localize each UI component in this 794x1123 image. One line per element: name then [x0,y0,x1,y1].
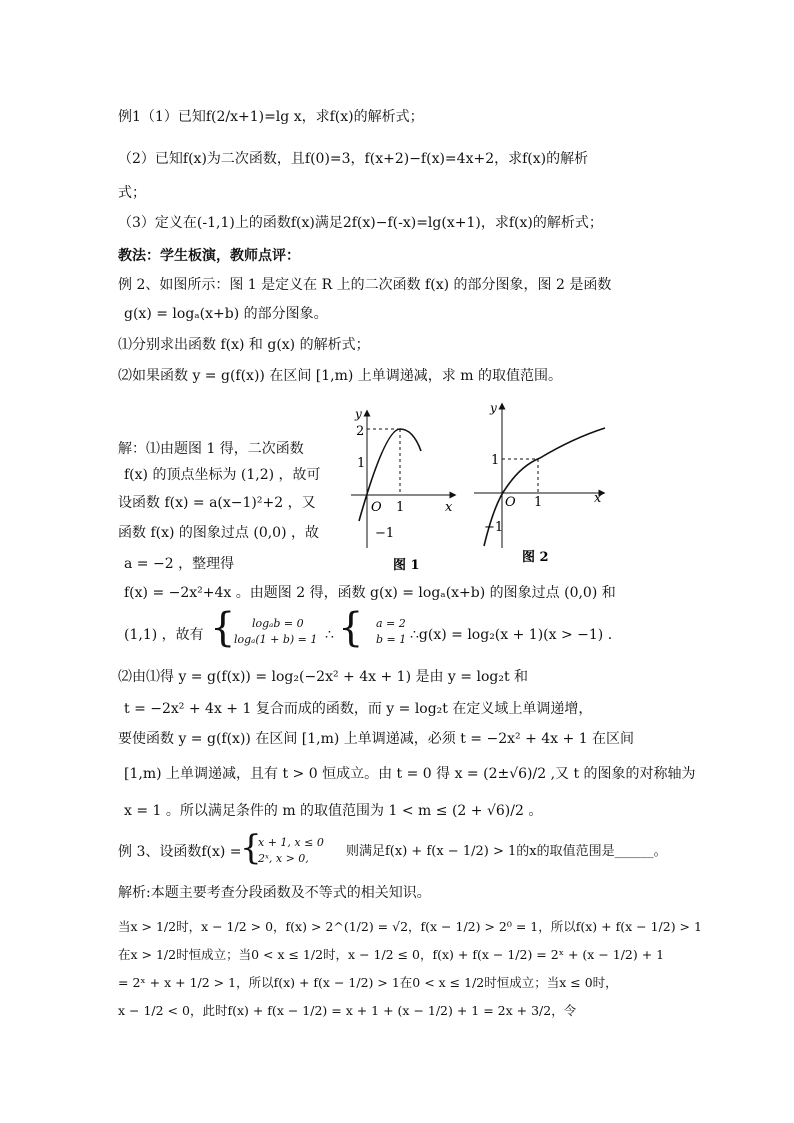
fig1-tick-yneg: −1 [375,526,395,541]
piecewise-case2: 2ˣ, x > 0, [258,852,309,865]
sol-line3: 设函数 f(x) = a(x−1)²+2 ，又 [118,495,316,511]
sol-line5: a = −2 ，整理得 [124,556,235,572]
system1-eq1: logₐb = 0 [252,617,304,630]
ex2-question1: ⑴分别求出函数 f(x) 和 g(x) 的解析式； [118,337,370,353]
fig1-parabola [359,429,421,521]
fig2-tick-x1: 1 [534,495,543,510]
sol-line8: ⑵由⑴得 y = g(f(x)) = log₂(−2x² + 4x + 1) 是由 y = log₂t 和 [118,669,529,685]
sol-line7-start: (1,1) ，故有 [124,627,204,643]
system-brace-2: { [338,605,364,651]
analysis-intro: 解析:本题主要考查分段函数及不等式的相关知识。 [118,885,431,901]
ex2-stem-cont: g(x) = logₐ(x+b) 的部分图象。 [124,306,328,322]
fig2-x-label: x [594,491,602,506]
fig1-tick-x1: 1 [396,500,405,515]
sol-line11: [1,m) 上单调递减，且有 t > 0 恒成立。由 t = 0 得 x = (2±√6)/2 ,又 t 的图象的对称轴为 [124,766,696,782]
ex3-stem-end: 则满足f(x) + f(x − 1/2) > 1的x的取值范围是______。 [346,844,667,859]
analysis-line4: x − 1/2 < 0，此时f(x) + f(x − 1/2) = x + 1 + (x − 1/2) + 1 = 2x + 3/2，令 [118,1003,577,1018]
sol-line4: 函数 f(x) 的图象过点 (0,0) ，故 [118,525,319,541]
piecewise-brace: { [240,828,262,868]
sol-line7-end: ∴g(x) = log₂(x + 1)(x > −1) . [410,627,613,643]
ex1-part2: （2）已知f(x)为二次函数，且f(0)=3，f(x+2)−f(x)=4x+2，求f(x)的解析 [118,151,589,167]
fig1-tick-y2: 2 [356,424,365,439]
therefore-symbol: ∴ [325,627,334,643]
analysis-line3: = 2ˣ + x + 1/2 > 1，所以f(x) + f(x − 1/2) > 1在0 < x ≤ 1/2时恒成立；当x ≤ 0时， [118,975,618,990]
fig1-origin: O [371,500,382,515]
sol-line10: 要使函数 y = g(f(x)) 在区间 [1,m) 上单调递减，必须 t = −2x² + 4x + 1 在区间 [118,731,635,747]
sol-line1: 解：⑴由题图 1 得，二次函数 [118,441,304,457]
fig1-tick-y1: 1 [357,456,366,471]
fig1-caption: 图 1 [393,558,420,573]
fig1-y-label: y [355,407,362,421]
fig2-tick-yneg: −1 [484,520,504,535]
fig2-caption: 图 2 [522,550,549,565]
system-brace-1: { [210,605,236,651]
fig2-tick-y1: 1 [491,453,500,468]
teaching-method: 教法：学生板演，教师点评： [118,248,300,264]
system1-eq2: logₐ(1 + b) = 1 [234,633,318,646]
piecewise-case1: x + 1, x ≤ 0 [258,836,324,849]
ex1-part3: （3）定义在(-1,1)上的函数f(x)满足2f(x)−f(-x)=lg(x+1)，求f(x)的解析式； [118,215,603,231]
fig2-origin: O [505,495,516,510]
figure-2 [470,398,615,573]
sol-line12: x = 1 。所以满足条件的 m 的取值范围为 1 < m ≤ (2 + √6)/2 。 [124,803,543,819]
system2-eq1: a = 2 [376,617,406,630]
sol-line2: f(x) 的顶点坐标为 (1,2) ，故可 [124,467,321,483]
ex2-stem: 例 2、如图所示：图 1 是定义在 R 上的二次函数 f(x) 的部分图象，图 2 是函数 [118,277,612,293]
system2-eq2: b = 1 [376,633,407,646]
analysis-line1: 当x > 1/2时，x − 1/2 > 0，f(x) > 2^(1/2) = √2，f(x − 1/2) > 2⁰ = 1，所以f(x) + f(x − 1/2) > 1 [118,919,702,934]
sol-line9: t = −2x² + 4x + 1 复合而成的函数，而 y = log₂t 在定义域上单调递增， [124,701,593,717]
ex1-part1: 例1（1）已知f(2/x+1)=lg x，求f(x)的解析式； [118,109,424,125]
analysis-line2: 在x > 1/2时恒成立；当0 < x ≤ 1/2时，x − 1/2 ≤ 0，f(x) + f(x − 1/2) = 2ˣ + (x − 1/2) + 1 [118,947,665,962]
figure-1 [345,403,465,578]
ex1-part2-cont: 式； [118,185,146,201]
sol-line6: f(x) = −2x²+4x 。由题图 2 得，函数 g(x) = logₐ(x+b) 的图象过点 (0,0) 和 [124,585,616,601]
ex2-question2: ⑵如果函数 y = g(f(x)) 在区间 [1,m) 上单调递减，求 m 的取值范围。 [118,368,562,384]
fig2-y-label: y [490,401,497,415]
ex3-stem-start: 例 3、设函数f(x) = [118,844,242,860]
fig1-x-label: x [445,500,453,515]
